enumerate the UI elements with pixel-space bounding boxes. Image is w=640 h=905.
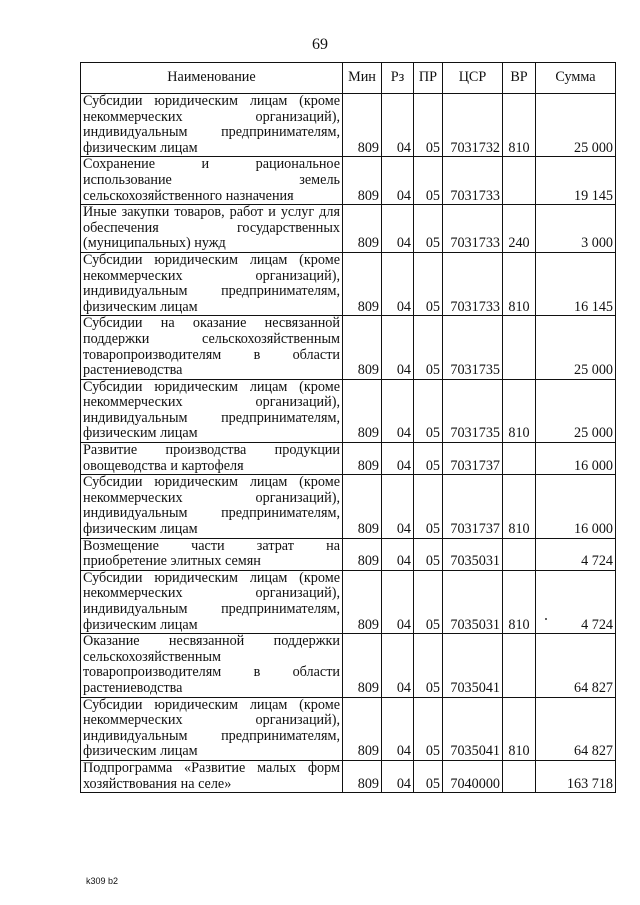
row-sum: 64 827: [536, 634, 616, 697]
row-min: 809: [343, 697, 382, 760]
row-name: Подпрограмма «Развитие малых форм хозяйствования на селе»: [81, 760, 343, 792]
row-sum: 4 724: [536, 538, 616, 570]
row-vr: 810: [503, 94, 536, 157]
row-csr: 7031732: [443, 94, 503, 157]
row-name: Субсидии юридическим лицам (кроме некоммерческих организаций), индивидуальным предпринимателям, физическим лицам: [81, 697, 343, 760]
row-vr: [503, 443, 536, 475]
row-sum: 25 000: [536, 379, 616, 442]
row-pr: 05: [414, 379, 443, 442]
table-row: [81, 697, 616, 760]
row-name: Развитие производства продукции овощеводства и картофеля: [81, 443, 343, 475]
row-sum: 19 145: [536, 157, 616, 205]
page-number: 69: [312, 36, 328, 53]
header-name: Наименование: [81, 63, 343, 94]
row-vr: 240: [503, 205, 536, 253]
row-name: Субсидии юридическим лицам (кроме некоммерческих организаций), индивидуальным предпринимателям, физическим лицам: [81, 94, 343, 157]
table-row: [81, 760, 616, 792]
row-rz: 04: [382, 570, 414, 633]
row-csr: 7031733: [443, 252, 503, 315]
row-vr: [503, 760, 536, 792]
row-rz: 04: [382, 538, 414, 570]
row-pr: 05: [414, 157, 443, 205]
row-rz: 04: [382, 760, 414, 792]
row-name: Возмещение части затрат на приобретение элитных семян: [81, 538, 343, 570]
header-pr: ПР: [414, 63, 443, 94]
row-min: 809: [343, 570, 382, 633]
row-rz: 04: [382, 252, 414, 315]
row-rz: 04: [382, 475, 414, 538]
row-pr: 05: [414, 316, 443, 379]
row-csr: 7031735: [443, 316, 503, 379]
row-csr: 7035031: [443, 538, 503, 570]
budget-table: [80, 62, 616, 793]
row-vr: 810: [503, 252, 536, 315]
row-name: Субсидии юридическим лицам (кроме некоммерческих организаций), индивидуальным предпринимателям, физическим лицам: [81, 475, 343, 538]
row-pr: 05: [414, 475, 443, 538]
table-row: [81, 252, 616, 315]
table-header: [81, 63, 616, 94]
row-vr: 810: [503, 379, 536, 442]
row-sum: 16 000: [536, 443, 616, 475]
table-row: [81, 94, 616, 157]
header-sum: Сумма: [536, 63, 616, 94]
row-rz: 04: [382, 94, 414, 157]
row-vr: [503, 316, 536, 379]
row-name: Иные закупки товаров, работ и услуг для обеспечения государственных (муниципальных) нужд: [81, 205, 343, 253]
header-rz: Рз: [382, 63, 414, 94]
row-name: Оказание несвязанной поддержки сельскохозяйственным товаропроизводителям в области растениеводства: [81, 634, 343, 697]
row-min: 809: [343, 379, 382, 442]
row-rz: 04: [382, 316, 414, 379]
row-csr: 7031737: [443, 475, 503, 538]
row-name: Сохранение и рациональное использование земель сельскохозяйственного назначения: [81, 157, 343, 205]
row-min: 809: [343, 252, 382, 315]
row-sum: 16 145: [536, 252, 616, 315]
row-pr: 05: [414, 538, 443, 570]
row-min: 809: [343, 634, 382, 697]
table-body: [81, 94, 616, 793]
row-csr: 7035041: [443, 697, 503, 760]
row-sum: 16 000: [536, 475, 616, 538]
row-rz: 04: [382, 443, 414, 475]
row-name: Субсидии на оказание несвязанной поддержки сельскохозяйственным товаропроизводителям в области растениеводства: [81, 316, 343, 379]
row-name: Субсидии юридическим лицам (кроме некоммерческих организаций), индивидуальным предпринимателям, физическим лицам: [81, 379, 343, 442]
table-row: [81, 443, 616, 475]
table-row: [81, 157, 616, 205]
row-name: Субсидии юридическим лицам (кроме некоммерческих организаций), индивидуальным предпринимателям, физическим лицам: [81, 252, 343, 315]
row-vr: [503, 538, 536, 570]
stray-mark: [545, 618, 547, 620]
row-csr: 7031737: [443, 443, 503, 475]
row-pr: 05: [414, 760, 443, 792]
row-min: 809: [343, 316, 382, 379]
row-csr: 7031733: [443, 157, 503, 205]
row-min: 809: [343, 538, 382, 570]
row-rz: 04: [382, 634, 414, 697]
header-row: [81, 63, 616, 94]
row-pr: 05: [414, 443, 443, 475]
row-sum: 163 718: [536, 760, 616, 792]
row-csr: 7040000: [443, 760, 503, 792]
row-pr: 05: [414, 697, 443, 760]
row-min: 809: [343, 475, 382, 538]
row-min: 809: [343, 760, 382, 792]
row-csr: 7031735: [443, 379, 503, 442]
row-sum: 25 000: [536, 316, 616, 379]
row-sum: 25 000: [536, 94, 616, 157]
row-pr: 05: [414, 634, 443, 697]
table-row: [81, 475, 616, 538]
row-pr: 05: [414, 94, 443, 157]
row-sum: 3 000: [536, 205, 616, 253]
row-sum: 4 724: [536, 570, 616, 633]
row-sum: 64 827: [536, 697, 616, 760]
row-rz: 04: [382, 379, 414, 442]
row-min: 809: [343, 157, 382, 205]
row-vr: [503, 634, 536, 697]
table-row: [81, 570, 616, 633]
row-pr: 05: [414, 570, 443, 633]
table-row: [81, 205, 616, 253]
footer-code: k309 b2: [86, 876, 119, 886]
row-vr: 810: [503, 570, 536, 633]
table-row: [81, 634, 616, 697]
row-vr: 810: [503, 697, 536, 760]
row-csr: 7031733: [443, 205, 503, 253]
row-pr: 05: [414, 205, 443, 253]
row-csr: 7035041: [443, 634, 503, 697]
row-min: 809: [343, 443, 382, 475]
row-csr: 7035031: [443, 570, 503, 633]
row-rz: 04: [382, 157, 414, 205]
row-min: 809: [343, 205, 382, 253]
row-name: Субсидии юридическим лицам (кроме некоммерческих организаций), индивидуальным предпринимателям, физическим лицам: [81, 570, 343, 633]
row-pr: 05: [414, 252, 443, 315]
row-rz: 04: [382, 205, 414, 253]
row-min: 809: [343, 94, 382, 157]
header-vr: ВР: [503, 63, 536, 94]
row-vr: [503, 157, 536, 205]
header-csr: ЦСР: [443, 63, 503, 94]
table-row: [81, 316, 616, 379]
row-vr: 810: [503, 475, 536, 538]
table-row: [81, 379, 616, 442]
row-rz: 04: [382, 697, 414, 760]
table-row: [81, 538, 616, 570]
header-min: Мин: [343, 63, 382, 94]
